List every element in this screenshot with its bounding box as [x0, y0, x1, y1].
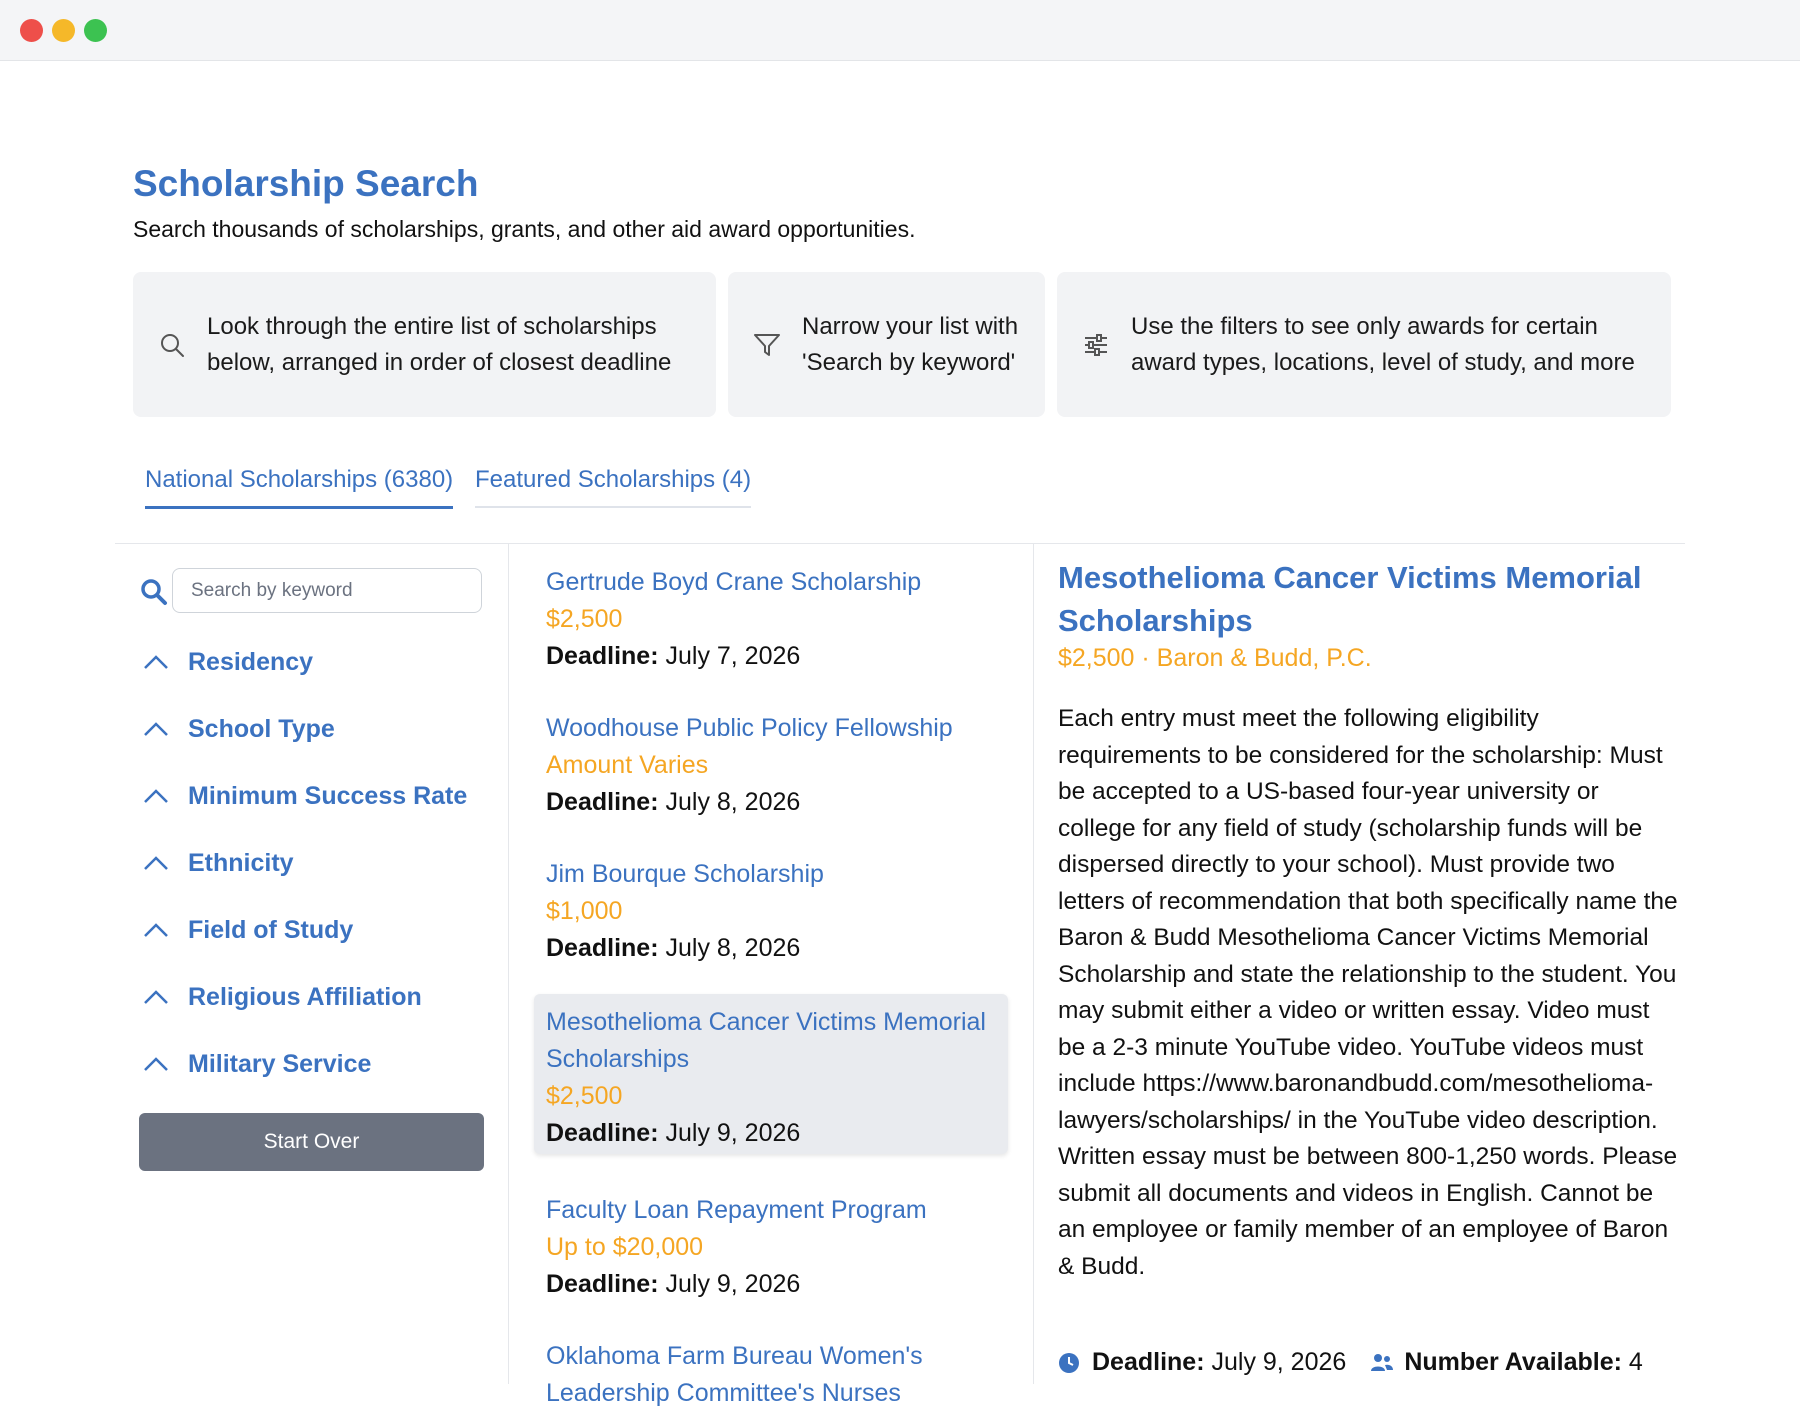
- scholarship-name[interactable]: Gertrude Boyd Crane Scholarship: [546, 568, 922, 596]
- deadline-value: July 9, 2026: [665, 1119, 801, 1147]
- detail-meta: [1058, 1348, 1643, 1377]
- filter-residency[interactable]: [142, 642, 313, 682]
- scholarship-list-item[interactable]: [534, 1328, 1008, 1407]
- tab-featured-scholarships[interactable]: Featured Scholarships (4): [475, 466, 751, 508]
- scholarship-list-item[interactable]: [534, 554, 1008, 685]
- scholarship-name[interactable]: Oklahoma Farm Bureau Women's Leadership Committee's Nurses: [546, 1342, 923, 1407]
- scholarship-amount: $2,500: [546, 605, 623, 633]
- page-title: Scholarship Search: [133, 163, 479, 204]
- filter-field-of-study[interactable]: [142, 910, 353, 950]
- number-available-label: Number Available:: [1404, 1348, 1622, 1376]
- page-subtitle: Search thousands of scholarships, grants, and other aid award opportunities.: [133, 216, 916, 242]
- filter-label: Minimum Success Rate: [188, 781, 468, 810]
- deadline-value: July 8, 2026: [665, 788, 801, 816]
- scholarship-amount: $1,000: [546, 897, 623, 925]
- filter-ethnicity[interactable]: [142, 843, 294, 883]
- deadline-label: Deadline:: [546, 642, 659, 670]
- window-titlebar: [0, 0, 1800, 61]
- scholarship-list-item-selected[interactable]: [534, 994, 1008, 1154]
- filter-label: Religious Affiliation: [188, 982, 422, 1011]
- scholarship-list-item[interactable]: [534, 1182, 1008, 1313]
- deadline-label: Deadline:: [546, 1119, 659, 1147]
- search-input[interactable]: [172, 568, 482, 613]
- tab-national-scholarships[interactable]: National Scholarships (6380): [145, 466, 453, 509]
- filter-label: Residency: [188, 647, 314, 676]
- filter-school-type[interactable]: [142, 709, 335, 749]
- window-minimize-button[interactable]: [52, 19, 75, 42]
- filter-label: Military Service: [188, 1049, 372, 1078]
- scholarship-amount: $2,500: [546, 1082, 623, 1110]
- scholarship-deadline: [546, 784, 996, 821]
- filter-minimum-success-rate[interactable]: [142, 776, 467, 816]
- deadline-label: Deadline:: [546, 1270, 659, 1298]
- window-close-button[interactable]: [20, 19, 43, 42]
- number-available-value: 4: [1628, 1348, 1643, 1376]
- filter-label: Field of Study: [188, 915, 354, 944]
- filter-label: School Type: [188, 714, 335, 743]
- content-divider: [115, 543, 1685, 544]
- info-card-text: Narrow your list with 'Search by keyword': [802, 312, 1019, 376]
- filter-religious-affiliation[interactable]: [142, 977, 422, 1017]
- window-maximize-button[interactable]: [84, 19, 107, 42]
- scholarship-name[interactable]: Jim Bourque Scholarship: [546, 860, 824, 888]
- chevron-up-icon: [142, 1054, 170, 1074]
- scholarship-deadline: [546, 1115, 996, 1152]
- detail-deadline-value: July 9, 2026: [1211, 1348, 1347, 1376]
- chevron-up-icon: [142, 853, 170, 873]
- scholarship-name[interactable]: Mesothelioma Cancer Victims Memorial Scholarships: [546, 1008, 986, 1073]
- chevron-up-icon: [142, 719, 170, 739]
- search-icon: [157, 330, 187, 360]
- scholarship-name[interactable]: Faculty Loan Repayment Program: [546, 1196, 927, 1224]
- info-card-text: Look through the entire list of scholarships below, arranged in order of closest deadline: [207, 312, 672, 376]
- deadline-label: Deadline:: [546, 788, 659, 816]
- info-card-filters: [1057, 272, 1671, 417]
- column-divider: [508, 544, 509, 1384]
- deadline-value: July 8, 2026: [665, 934, 801, 962]
- users-icon: [1370, 1352, 1392, 1374]
- detail-description: Each entry must meet the following eligibility requirements to be considered for the scholarship: Must be accepted to a US-based four-year university or college for any field of study (scholarship funds will be dispersed directly to your school). Must provide two letters of recommendation that both specifically name the Baron & Budd Mesothelioma Cancer Victims Memorial Scholarship and state the relationship to the student. You may submit either a video or written essay. Video must be a 2-3 minute YouTube video. YouTube videos must include https://www.baronandbudd.com/mesothelioma-lawyers/scholarships/ in the YouTube video description. Written essay must be between 800-1,250 words. Please submit all documents and videos in English. Cannot be an employee or family member of an employee of Baron & Budd.: [1058, 705, 1678, 1280]
- detail-title: Mesothelioma Cancer Victims Memorial Scholarships: [1058, 560, 1642, 638]
- scholarship-amount: Amount Varies: [546, 751, 709, 779]
- clock-icon: [1058, 1352, 1080, 1374]
- chevron-up-icon: [142, 987, 170, 1007]
- start-over-button[interactable]: Start Over: [139, 1113, 484, 1171]
- scholarship-list-item[interactable]: [534, 700, 1008, 831]
- deadline-value: July 9, 2026: [665, 1270, 801, 1298]
- deadline-label: Deadline:: [546, 934, 659, 962]
- chevron-up-icon: [142, 920, 170, 940]
- info-card-browse: [133, 272, 716, 417]
- scholarship-deadline: [546, 1266, 996, 1303]
- scholarship-name[interactable]: Woodhouse Public Policy Fellowship: [546, 714, 953, 742]
- chevron-up-icon: [142, 652, 170, 672]
- column-divider: [1033, 544, 1034, 1384]
- info-card-keyword: [728, 272, 1045, 417]
- filter-label: Ethnicity: [188, 848, 294, 877]
- detail-amount-provider: $2,500 · Baron & Budd, P.C.: [1058, 644, 1372, 672]
- filter-icon: [752, 330, 782, 360]
- sliders-icon: [1081, 330, 1111, 360]
- scholarship-deadline: [546, 930, 996, 967]
- info-card-text: Use the filters to see only awards for certain award types, locations, level of study, and more: [1131, 312, 1635, 376]
- deadline-value: July 7, 2026: [665, 642, 801, 670]
- filter-military-service[interactable]: [142, 1044, 371, 1084]
- scholarship-list-item[interactable]: [534, 846, 1008, 977]
- scholarship-amount: Up to $20,000: [546, 1233, 704, 1261]
- scholarship-deadline: [546, 638, 996, 675]
- detail-deadline-label: Deadline:: [1092, 1348, 1205, 1376]
- search-icon[interactable]: [140, 578, 168, 606]
- chevron-up-icon: [142, 786, 170, 806]
